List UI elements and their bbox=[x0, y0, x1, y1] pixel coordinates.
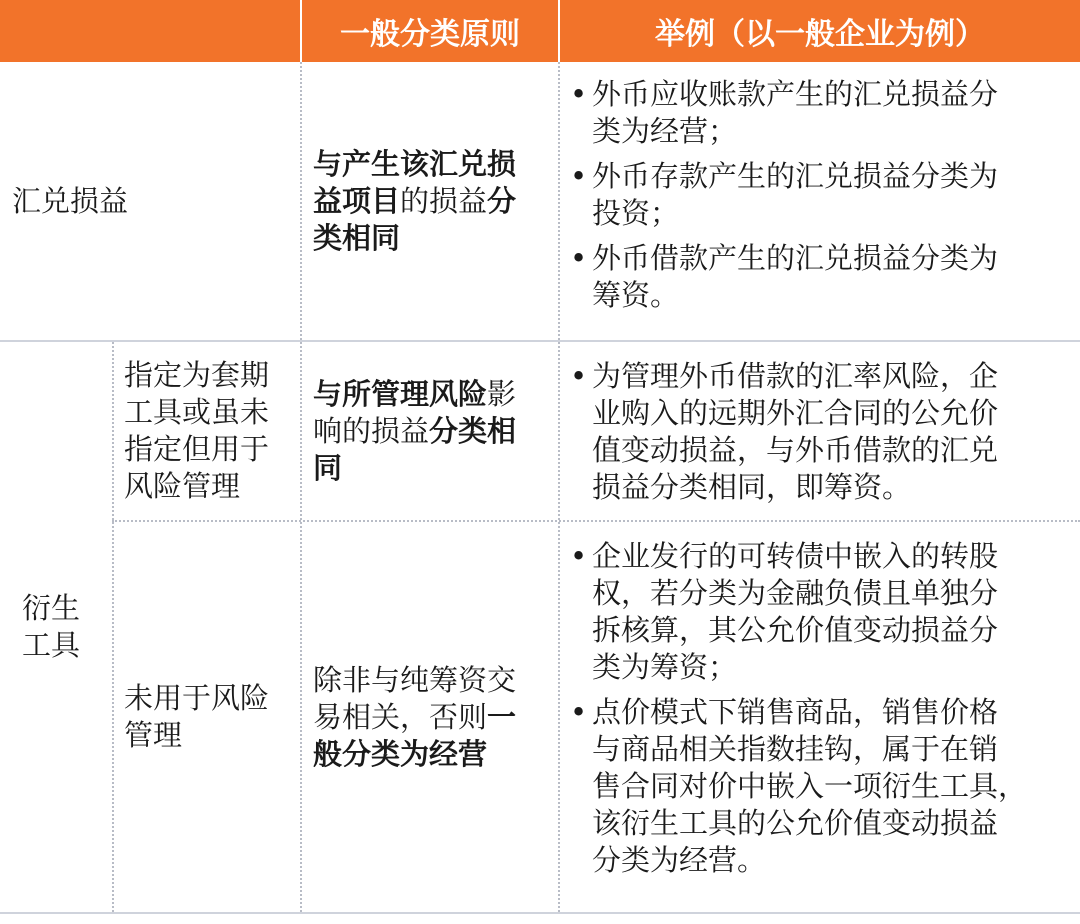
principle-fx-normal-1: 的损益 bbox=[400, 183, 488, 218]
header-divider bbox=[558, 0, 560, 62]
list-item: • 外币借款产生的汇兑损益分类为 筹资。 bbox=[570, 241, 999, 312]
header-principle: 一般分类原则 bbox=[302, 0, 558, 62]
list-item: • 外币存款产生的汇兑损益分类为 投资； bbox=[570, 159, 999, 230]
column-divider bbox=[112, 342, 114, 912]
principle-hedging-normal-1: 影 响的损益 bbox=[313, 377, 517, 448]
list-item: • 企业发行的可转债中嵌入的转股 权，若分类为金融负债且单独分 拆核算，其公允价值变动损益分 类为筹资； bbox=[570, 539, 999, 684]
column-divider bbox=[300, 342, 302, 912]
header-blank-cell bbox=[0, 0, 300, 62]
column-divider bbox=[300, 62, 302, 340]
principle-fx-bold-2: 分 类相同 bbox=[313, 183, 517, 255]
principle-nonhedging bbox=[313, 522, 553, 912]
category-fx: 汇兑损益 bbox=[12, 183, 129, 218]
sub-nonhedging-label: 未用于风险 管理 bbox=[124, 681, 270, 752]
category-derivatives: 衍生 工具 bbox=[22, 591, 81, 662]
column-divider bbox=[558, 342, 560, 912]
principle-fx-bold-1: 与产生该汇兑损 益项目 bbox=[313, 146, 517, 218]
list-item: • 点价模式下销售商品，销售价格 与商品相关指数挂钩，属于在销 售合同对价中嵌入一项衍生工具， 该衍生工具的公允价值变动损益 分类为经营。 bbox=[570, 695, 1028, 877]
examples-nonhedging bbox=[570, 538, 1075, 887]
column-divider bbox=[558, 62, 560, 340]
principle-hedging-bold-1: 与所管理风险 bbox=[313, 377, 488, 411]
list-item: • 外币应收账款产生的汇兑损益分 类为经营； bbox=[570, 77, 999, 148]
principle-fx bbox=[313, 62, 553, 340]
principle-nonhedging-bold-1: 一 般分类为经营 bbox=[313, 699, 517, 771]
examples-hedging bbox=[570, 358, 1075, 514]
principle-hedging bbox=[313, 342, 553, 520]
principle-nonhedging-normal-1: 除非与纯筹资交 易相关，否则 bbox=[313, 662, 517, 734]
principle-hedging-bold-2: 分类相 同 bbox=[313, 414, 517, 485]
header-example: 举例（以一般企业为例） bbox=[560, 0, 1080, 62]
sub-hedging-label: 指定为套期 工具或虽未 指定但用于 风险管理 bbox=[124, 358, 270, 503]
list-item: • 为管理外币借款的汇率风险，企 业购入的远期外汇合同的公允价 值变动损益，与外币借款的汇兑 损益分类相同，即筹资。 bbox=[570, 359, 999, 504]
examples-fx bbox=[570, 76, 1075, 322]
header-divider bbox=[300, 0, 302, 62]
table-bottom-rule bbox=[0, 912, 1080, 914]
